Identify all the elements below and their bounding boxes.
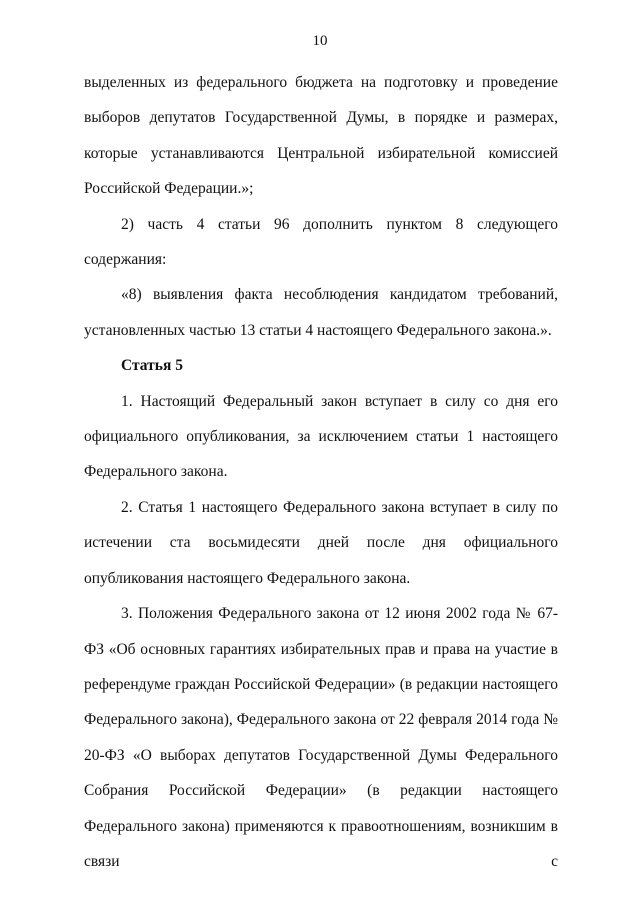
paragraph-article-5-point-2: 2. Статья 1 настоящего Федерального закона вступает в силу по истечении ста восьмидесяти дней после дня официального опубликования настоящего Федерального закона.: [84, 498, 558, 587]
article-heading: Статья 5: [121, 357, 183, 375]
paragraph-article-5-point-3: 3. Положения Федерального закона от 12 июня 2002 года № 67-ФЗ «Об основных гарантиях избирательных прав и права на участие в референдуме граждан Российской Федерации» (в редакции настоящего Федерального закона), Федерального закона от 22 февраля 2014 года № 20-ФЗ «О выборах депутатов Государственной Думы Федерального Собрания Российской Федерации» (в редакции настоящего Федерального закона) применяются к правоотношениям, возникшим в связи с: [84, 605, 558, 870]
document-body: [84, 65, 558, 879]
paragraph-amendment-part-4: 2) часть 4 статьи 96 дополнить пунктом 8 следующего содержания:: [84, 215, 558, 269]
paragraph-article-5-point-1: 1. Настоящий Федеральный закон вступает в силу со дня его официального опубликования, за исключением статьи 1 настоящего Федерального закона.: [84, 392, 558, 481]
paragraph-item-8: «8) выявления факта несоблюдения кандидатом требований, установленных частью 13 статьи 4 настоящего Федерального закона.».: [84, 286, 558, 339]
paragraph-budget-continuation: выделенных из федерального бюджета на подготовку и проведение выборов депутатов Государственной Думы, в порядке и размерах, которые устанавливаются Центральной избирательной комиссией Российской Федерации.»;: [84, 74, 558, 198]
page-number: 10: [312, 33, 328, 49]
